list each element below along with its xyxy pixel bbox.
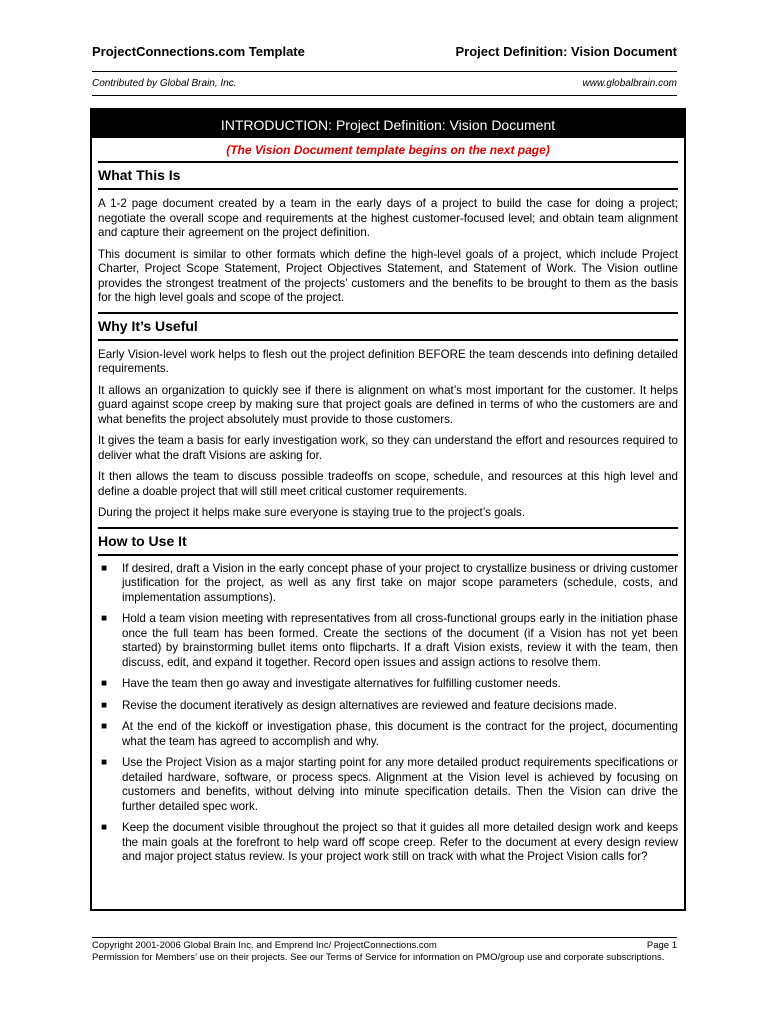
paragraph: Early Vision-level work helps to flesh out the project definition BEFORE the team descends into defining detailed requirements. xyxy=(98,347,678,375)
permission-note: Permission for Members’ use on their projects. See our Terms of Service for information on PMO/group use and corporate subscriptions. xyxy=(92,952,665,963)
header-subline xyxy=(92,78,677,89)
list-item: ■ At the end of the kickoff or investigation phase, this document is the contract for the project, documenting what the team has agreed to accomplish and why. xyxy=(101,720,678,748)
list-item: ■ Have the team then go away and investigate alternatives for fulfilling customer needs. xyxy=(101,677,561,690)
header-divider xyxy=(92,71,677,72)
footer-divider xyxy=(92,937,677,938)
list-item: ■ Hold a team vision meeting with representatives from all cross-functional groups early in the initiation phase once the full team has been formed. Create the sections of the document (if a Vision has not yet been started) by brainstorming bullet items onto flipcharts. If a draft Vision exists, review it with the team, then discuss, edit, and expand it together. Record open issues and assign actions to resolve them. xyxy=(101,612,678,669)
list-item: ■ Revise the document iteratively as design alternatives are reviewed and feature decisions made. xyxy=(101,698,617,712)
section-title: What This Is xyxy=(98,161,678,190)
paragraph: It then allows the team to discuss possible tradeoffs on scope, schedule, and resources at this high level and define a doable project that will still meet critical customer requirements. xyxy=(98,470,678,498)
section-what-this-is xyxy=(92,161,684,306)
section-why-useful xyxy=(92,312,684,521)
page-number: Page 1 xyxy=(646,940,677,951)
section-how-to-use xyxy=(92,527,684,865)
page-header xyxy=(92,44,677,59)
section-title: Why It’s Useful xyxy=(98,312,678,341)
contributed-by: Contributed by Global Brain, Inc. xyxy=(92,78,237,89)
template-note: (The Vision Document template begins on the next page) xyxy=(226,143,550,157)
paragraph: It allows an organization to quickly see if there is alignment on what’s most important for the customer. It helps guard against scope creep by making sure that project goals are defined in terms of who the customers are and what benefits the project absolutely must provide to those customers. xyxy=(98,383,678,426)
square-bullet-icon: ■ xyxy=(101,613,108,624)
page-footer xyxy=(92,940,677,964)
square-bullet-icon: ■ xyxy=(101,822,108,833)
copyright: Copyright 2001-2006 Global Brain Inc. and Emprend Inc/ ProjectConnections.com xyxy=(92,940,437,951)
paragraph: During the project it helps make sure everyone is staying true to the project’s goals. xyxy=(98,506,526,519)
square-bullet-icon: ■ xyxy=(101,678,108,689)
how-to-bullet-list xyxy=(98,562,678,865)
header-left-title: ProjectConnections.com Template xyxy=(92,44,305,59)
header-divider-2 xyxy=(92,95,677,96)
list-item: ■ Keep the document visible throughout the project so that it guides all more detailed design work and keeps the main goals at the forefront to help ward off scope creep. Refer to the document at every design review and major project status review. Is your project work still on track with what the Project Vision calls for? xyxy=(101,821,678,863)
square-bullet-icon: ■ xyxy=(101,721,108,732)
list-item: ■ Use the Project Vision as a major starting point for any more detailed product requirements specifications or detailed hardware, software, or process specs. Alignment at the Vision level is achieved by focusing on customers and benefits, without delving into minute specification details. Then the Vision can drive the further detailed spec work. xyxy=(101,756,678,813)
paragraph: This document is similar to other formats which define the high-level goals of a project, which include Project Charter, Project Scope Statement, Project Objectives Statement, and Statement of Work. The Vision outline provides the strongest treatment of the projects’ customers and the benefits to be brought to them as the basis for the high level goals and scope of the project. xyxy=(98,247,678,304)
square-bullet-icon: ■ xyxy=(101,699,108,711)
section-title: How to Use It xyxy=(98,527,678,556)
square-bullet-icon: ■ xyxy=(101,562,108,574)
intro-banner: INTRODUCTION: Project Definition: Vision Document xyxy=(92,110,684,138)
list-item: ■ If desired, draft a Vision in the early concept phase of your project to crystallize business or driving customer justification for the project, as well as any first take on major scope parameters (schedule, costs, and implementation assumptions). xyxy=(101,561,678,604)
intro-box xyxy=(90,108,686,911)
square-bullet-icon: ■ xyxy=(101,757,108,768)
header-right-title: Project Definition: Vision Document xyxy=(455,44,677,59)
website-link[interactable]: www.globalbrain.com xyxy=(582,78,677,89)
paragraph: A 1-2 page document created by a team in the early days of a project to build the case for doing a project; negotiate the overall scope and requirements at the highest customer-focused level; and obtain team alignment and capture their agreement on the project definition. xyxy=(98,197,678,239)
paragraph: It gives the team a basis for early investigation work, so they can understand the effort and resources required to deliver what the draft Visions are asking for. xyxy=(98,434,678,462)
